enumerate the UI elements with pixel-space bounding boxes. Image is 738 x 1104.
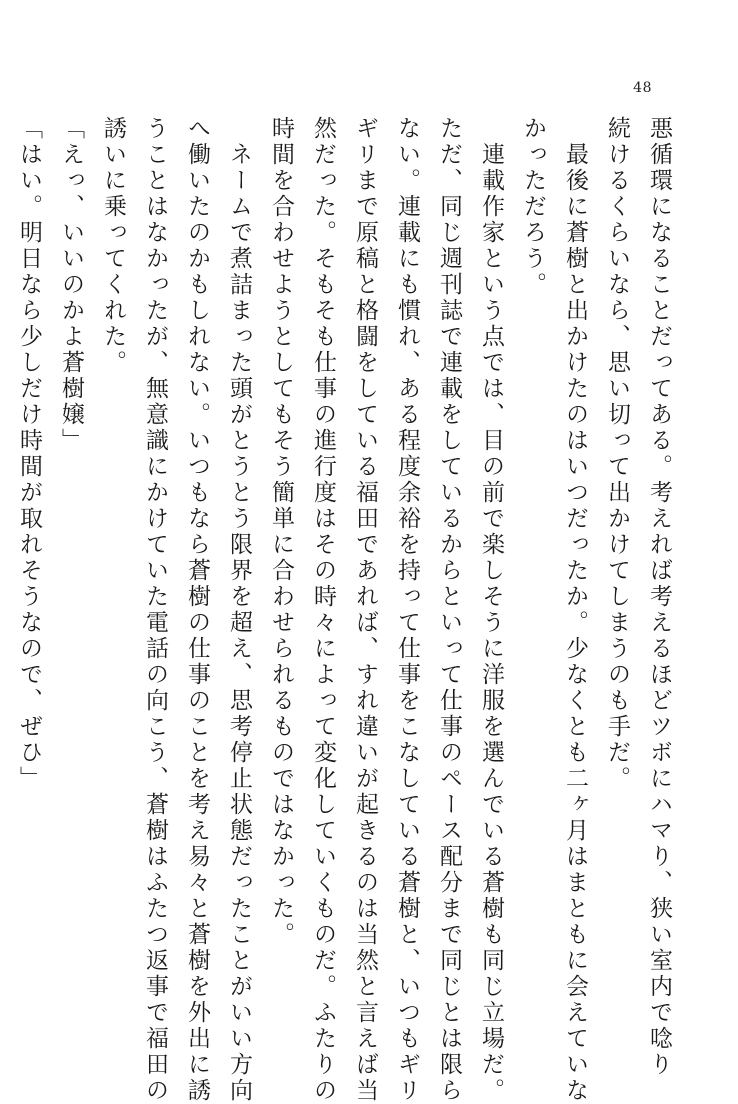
text-line: ネームで煮詰まった頭がとうとう限界を超え、思考停止状態だったことがいい方向	[226, 116, 252, 1104]
text-line: ただ、同じ週刊誌で連載をしているからといって仕事のペース配分まで同じとは限ら	[436, 116, 462, 1104]
text-line: うことはなかったが、無意識にかけていた電話の向こう、蒼樹はふたつ返事で福田の	[142, 116, 168, 1104]
text-line: へ働いたのかもしれない。いつもなら蒼樹の仕事のことを考え易々と蒼樹を外出に誘	[184, 116, 210, 1104]
body-text-column	[8, 116, 680, 1104]
text-line: ない。連載にも慣れ、ある程度余裕を持って仕事をこなしている蒼樹と、いつもギリ	[394, 116, 420, 1104]
text-line: 「はい。明日なら少しだけ時間が取れそうなので、ぜひ」	[16, 116, 42, 792]
text-line: 誘いに乗ってくれた。	[100, 116, 126, 376]
text-line: 続けるくらいなら、思い切って出かけてしまうのも手だ。	[604, 116, 630, 792]
text-line: 「えっ、いいのかよ蒼樹嬢」	[58, 116, 84, 454]
text-line: ギリまで原稿と格闘をしている福田であれば、すれ違いが起きるのは当然と言えば当	[352, 116, 378, 1104]
text-line: かっただろう。	[520, 116, 546, 298]
text-line: 悪循環になることだってある。考えれば考えるほどツボにハマり、狭い室内で唸り	[646, 116, 672, 1078]
page-number: 48	[633, 80, 652, 96]
text-line: 最後に蒼樹と出かけたのはいつだったか。少なくとも二ヶ月はまともに会えていな	[562, 116, 588, 1104]
text-line: 連載作家という点では、目の前で楽しそうに洋服を選んでいる蒼樹も同じ立場だ。	[478, 116, 504, 1104]
text-line: 時間を合わせようとしてもそう簡単に合わせられるものではなかった。	[268, 116, 294, 948]
text-line: 然だった。そもそも仕事の進行度はその時々によって変化していくものだ。ふたりの	[310, 116, 336, 1104]
